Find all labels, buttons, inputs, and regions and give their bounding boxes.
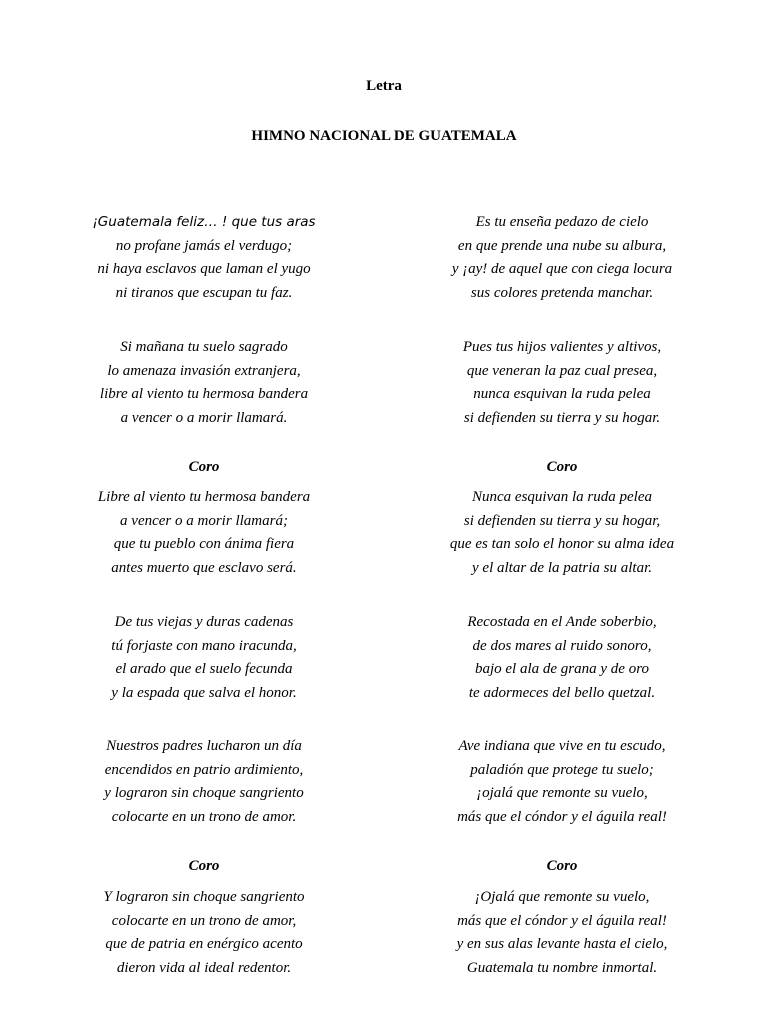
right-coro-2-title: Coro: [546, 858, 578, 874]
verse-line: y la espada que salva el honor.: [111, 684, 297, 701]
verse-line: que tu pueblo con ánima fiera: [113, 536, 295, 552]
verse-line: ni tiranos que escupan tu faz.: [115, 284, 293, 301]
verse-line: no profane jamás el verdugo;: [115, 237, 293, 254]
verse-line: a vencer o a morir llamará;: [120, 512, 288, 529]
verse-line: libre al viento tu hermosa bandera: [99, 386, 309, 402]
verse-line: Recostada en el Ande soberbio,: [467, 614, 657, 630]
verse-line: que veneran la paz cual presea,: [466, 362, 658, 379]
verse-line: colocarte en un trono de amor,: [111, 912, 297, 929]
verse-line: en que prende una nube su albura,: [457, 237, 667, 254]
verse-line: Ave indiana que vive en tu escudo,: [458, 738, 666, 754]
verse-line: te adormeces del bello quetzal.: [468, 684, 656, 701]
verse-line: sus colores pretenda manchar.: [470, 284, 654, 301]
verse-line: De tus viejas y duras cadenas: [114, 614, 294, 630]
verse-line: si defienden su tierra y su hogar,: [463, 512, 661, 529]
verse-line: el arado que el suelo fecunda: [115, 661, 293, 677]
verse-line: Nuestros padres lucharon un día: [106, 738, 302, 754]
right-coro-2: [372, 886, 752, 980]
verse-line: nunca esquivan la ruda pelea: [473, 386, 651, 402]
right-stanza-3: [372, 611, 752, 705]
document-label: Letra: [366, 78, 402, 94]
verse-line: tú forjaste con mano iracunda,: [111, 637, 297, 654]
verse-line: Y lograron sin choque sangriento: [103, 889, 305, 905]
verse-line: Libre al viento tu hermosa bandera: [97, 489, 311, 505]
verse-line: lo amenaza invasión extranjera,: [107, 362, 301, 379]
verse-line: encendidos en patrio ardimiento,: [104, 761, 304, 778]
verse-line: que es tan solo el honor su alma idea: [449, 536, 675, 552]
verse-line: y en sus alas levante hasta el cielo,: [456, 936, 668, 952]
verse-line: más que el cóndor y el águila real!: [457, 912, 667, 929]
left-coro-2: [14, 886, 394, 980]
verse-line: paladión que protege tu suelo;: [470, 761, 654, 778]
right-coro-1: [372, 486, 752, 580]
left-coro-2-title: Coro: [188, 858, 220, 874]
verse-line: Nunca esquivan la ruda pelea: [472, 489, 652, 505]
verse-line: dieron vida al ideal redentor.: [116, 959, 292, 976]
right-stanza-4: [372, 735, 752, 829]
verse-line: si defienden su tierra y su hogar.: [463, 409, 661, 426]
verse-line: ¡Guatemala feliz… ! que tus aras: [92, 214, 316, 230]
verse-line: ¡ojalá que remonte su vuelo,: [476, 785, 648, 801]
verse-line: ¡Ojalá que remonte su vuelo,: [474, 889, 650, 905]
verse-line: y el altar de la patria su altar.: [472, 559, 652, 576]
verse-line: colocarte en un trono de amor.: [111, 808, 297, 825]
right-column: [372, 0, 752, 1024]
verse-line: ni haya esclavos que laman el yugo: [97, 261, 311, 277]
right-coro-1-title: Coro: [546, 459, 578, 475]
verse-line: Es tu enseña pedazo de cielo: [475, 214, 649, 230]
left-stanza-2: [14, 336, 394, 430]
right-stanza-1: [372, 211, 752, 305]
verse-line: que de patria en enérgico acento: [105, 936, 303, 952]
right-stanza-2: [372, 336, 752, 430]
verse-line: Si mañana tu suelo sagrado: [120, 339, 288, 355]
verse-line: antes muerto que esclavo será.: [111, 559, 297, 576]
left-coro-1-title: Coro: [188, 459, 220, 475]
left-stanza-3: [14, 611, 394, 705]
verse-line: Guatemala tu nombre inmortal.: [466, 959, 658, 976]
verse-line: a vencer o a morir llamará.: [120, 409, 288, 426]
verse-line: y ¡ay! de aquel que con ciega locura: [451, 261, 673, 277]
verse-line: Pues tus hijos valientes y altivos,: [462, 339, 662, 355]
verse-line: más que el cóndor y el águila real!: [457, 808, 667, 825]
left-column: [14, 0, 394, 1024]
left-stanza-4: [14, 735, 394, 829]
verse-line: y lograron sin choque sangriento: [104, 785, 304, 801]
left-stanza-1: [14, 211, 394, 305]
verse-line: bajo el ala de grana y de oro: [474, 661, 649, 677]
verse-line: de dos mares al ruido sonoro,: [472, 637, 652, 654]
left-coro-1: [14, 486, 394, 580]
document-title: HIMNO NACIONAL DE GUATEMALA: [251, 128, 517, 144]
